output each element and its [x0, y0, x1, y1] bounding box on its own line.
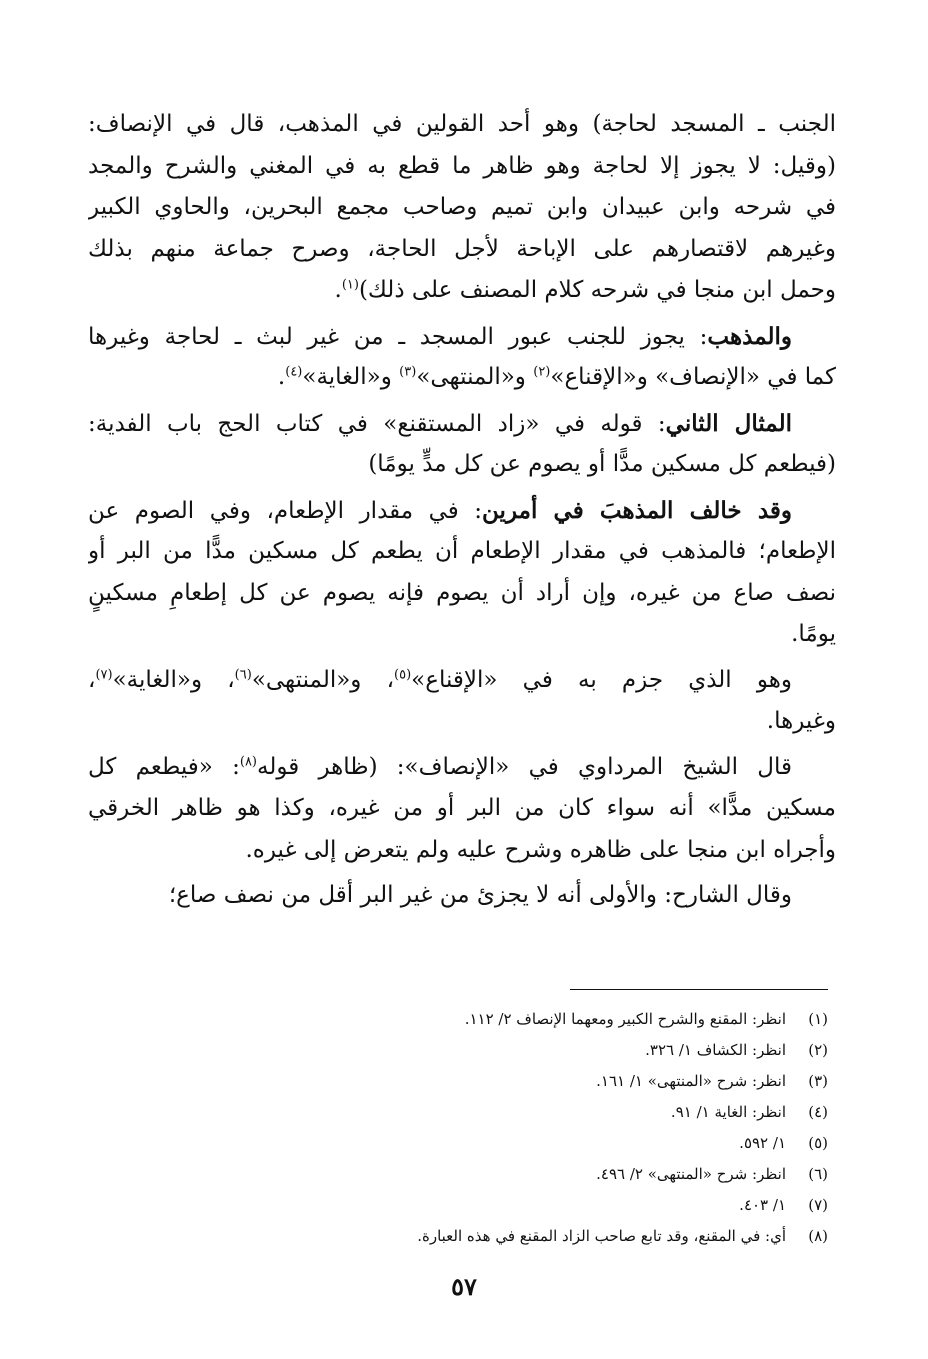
footnote-ref-7: (٧)	[95, 666, 113, 682]
text-line: وغيرهم لاقتصارهم على الإباحة لأجل الحاجة، وصرح جماعة منهم بذلك	[88, 235, 836, 262]
footnotes	[88, 1004, 828, 1252]
footnote-text: أي: في المقنع، وقد تابع صاحب الزاد المقنع في هذه العبارة.	[417, 1227, 786, 1245]
text-line: وغيرها.	[766, 708, 836, 734]
text-segment: ، و«المنتهى»	[251, 666, 395, 693]
text-segment: : يجوز للجنب عبور المسجد ـ من غير لبث ـ لحاجة وغيرها	[88, 323, 708, 350]
text-line: (فيطعم كل مسكين مدًّا أو يصوم عن كل مدٍّ يومًا)	[368, 451, 836, 477]
footnote-item	[88, 1004, 828, 1035]
text-line: الجنب ـ المسجد لحاجة) وهو أحد القولين في المذهب، قال في الإنصاف:	[88, 111, 836, 137]
footnote-ref-3: (٣)	[399, 364, 417, 380]
footnote-text: انظر: الغاية ١/ ٩١.	[670, 1103, 786, 1121]
footnote-item	[88, 1097, 828, 1128]
text-line: الإطعام؛ فالمذهب في مقدار الإطعام أن يطعم كل مسكين مدًّا من البر أو	[88, 538, 836, 564]
text-line	[88, 403, 836, 445]
footnote-text: ١/ ٥٩٢.	[739, 1134, 786, 1152]
text-line: وقال الشارح: والأولى أنه لا يجزئ من غير البر أقل من نصف صاع؛	[168, 882, 792, 908]
text-segment: : «فيطعم كل	[88, 753, 240, 780]
footnote-number: (٥)	[808, 1134, 828, 1152]
text-segment: و«الغاية»	[302, 364, 400, 390]
footnote-number: (٤)	[808, 1103, 828, 1121]
text-segment: وهو الذي جزم به في «الإقناع»	[411, 666, 792, 693]
text-line: وأجراه ابن منجا على ظاهره وشرح عليه ولم يتعرض إلى غيره.	[245, 836, 836, 863]
paragraph-6	[88, 747, 836, 872]
text-line	[88, 747, 836, 789]
footnote-ref-4: (٤)	[285, 364, 303, 380]
footnote-number: (٣)	[808, 1072, 828, 1090]
text-segment: و«المنتهى»	[416, 364, 534, 390]
text-segment: ، و«الغاية»	[112, 666, 235, 693]
text-segment: ،	[88, 666, 96, 693]
footnote-item	[88, 1128, 828, 1159]
footnote-item	[88, 1190, 828, 1221]
paragraph-7	[88, 875, 836, 917]
footnote-item	[88, 1066, 828, 1097]
text-line: في شرحه وابن عبيدان وابن تميم وصاحب مجمع البحرين، والحاوي الكبير	[88, 194, 836, 220]
text-line	[88, 660, 836, 702]
footnote-ref-6: (٦)	[234, 666, 252, 682]
text-segment: .	[334, 277, 342, 303]
bold-lead: المثال الثاني	[665, 409, 792, 437]
footnote-item	[88, 1035, 828, 1066]
footnote-divider	[570, 989, 828, 990]
text-segment: : في مقدار الإطعام، وفي الصوم عن	[88, 497, 483, 524]
main-text	[88, 104, 836, 917]
text-segment: كما في «الإنصاف» و«الإقناع»	[550, 364, 836, 390]
footnote-number: (٦)	[808, 1165, 828, 1183]
footnote-ref-1: (١)	[341, 277, 359, 293]
footnote-number: (١)	[808, 1010, 828, 1028]
footnote-text: ١/ ٤٠٣.	[739, 1196, 786, 1214]
footnote-text: انظر: شرح «المنتهى» ١/ ١٦١.	[596, 1072, 786, 1090]
text-line: يومًا.	[791, 621, 836, 647]
text-line	[88, 316, 836, 358]
footnote-text: انظر: المقنع والشرح الكبير ومعهما الإنصاف ٢/ ١١٢.	[464, 1010, 786, 1028]
text-line: نصف صاع من غيره، وإن أراد أن يصوم فإنه يصوم عن كل إطعامِ مسكينٍ	[88, 579, 836, 606]
text-line	[88, 270, 836, 312]
text-line	[88, 490, 836, 532]
footnote-ref-8: (٨)	[239, 753, 257, 769]
text-segment: : قوله في «زاد المستقنع» في كتاب الحج باب الفدية:	[88, 410, 666, 437]
text-line: مسكين مدًّا» أنه سواء كان من البر أو من غيره، وكذا هو ظاهر الخرقي	[88, 795, 836, 821]
paragraph-3	[88, 403, 836, 486]
footnote-number: (٢)	[808, 1041, 828, 1059]
footnote-ref-5: (٥)	[394, 666, 412, 682]
text-line: (وقيل: لا يجوز إلا لحاجة وهو ظاهر ما قطع به في المغني والشرح والمجد	[88, 152, 836, 179]
paragraph-2	[88, 316, 836, 399]
text-segment: وحمل ابن منجا في شرحه كلام المصنف على ذلك)	[358, 277, 836, 303]
text-segment: قال الشيخ المرداوي في «الإنصاف»: (ظاهر قوله	[257, 753, 792, 780]
paragraph-4	[88, 490, 836, 656]
footnote-item	[88, 1159, 828, 1190]
page-body	[88, 104, 836, 917]
paragraph-1	[88, 104, 836, 312]
footnote-text: انظر: شرح «المنتهى» ٢/ ٤٩٦.	[596, 1165, 786, 1183]
footnote-text: انظر: الكشاف ١/ ٣٢٦.	[645, 1041, 786, 1059]
bold-lead: والمذهب	[707, 322, 792, 350]
page-number: ٥٧	[451, 1272, 477, 1301]
footnote-ref-2: (٢)	[533, 364, 551, 380]
footnote-item	[88, 1221, 828, 1252]
text-segment: .	[277, 364, 286, 390]
text-line	[88, 357, 836, 399]
footnote-number: (٨)	[808, 1227, 828, 1245]
bold-lead: وقد خالف المذهبَ في أمرين	[482, 496, 793, 524]
footnote-number: (٧)	[808, 1196, 828, 1214]
paragraph-5	[88, 660, 836, 743]
